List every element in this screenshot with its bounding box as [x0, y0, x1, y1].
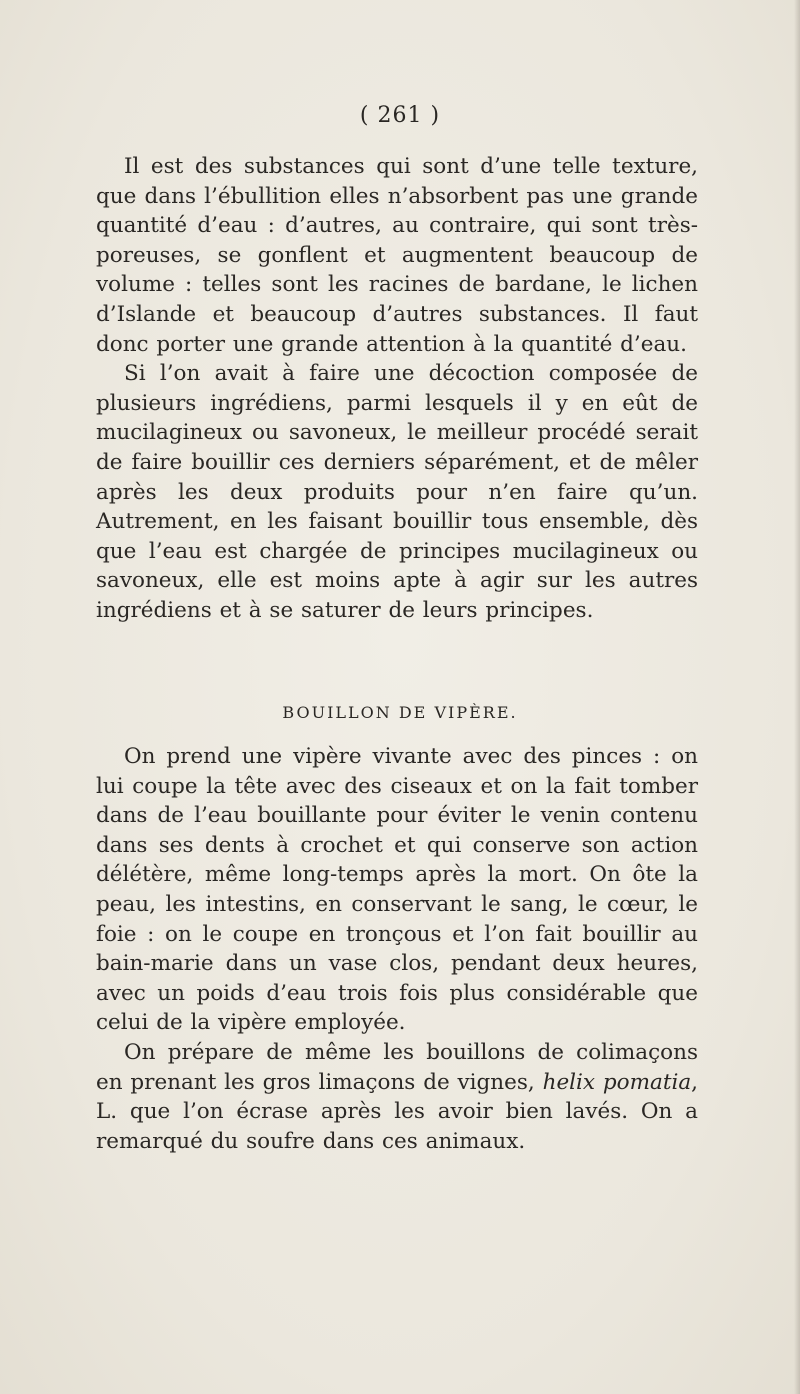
page-number: ( 261 )	[359, 103, 441, 128]
paragraph-text: On prépare de même les bouillons de colimaçons en prenant les gros limaçons de vignes,	[96, 1039, 698, 1095]
page-edge-shadow	[794, 0, 800, 1394]
species-name: helix pomatia	[542, 1069, 692, 1095]
text-block-top	[96, 152, 698, 626]
text-block-bottom	[96, 742, 698, 1156]
paragraph: Si l’on avait à faire une décoction composée de plusieurs ingrédiens, parmi lesquels il y en eût de mucilagineux ou savoneux, le meilleur procédé serait de faire bouillir ces derniers séparément, et de mêler après les deux produits pour n’en faire qu’un. Autrement, en les faisant bouillir tous ensemble, dès que l’eau est chargée de principes mucilagineux ou savoneux, elle est moins apte à agir sur les autres ingrédiens et à se saturer de leurs principes.	[96, 361, 698, 623]
paragraph: Il est des substances qui sont d’une telle texture, que dans l’ébullition elles n’absorbent pas une grande quantité d’eau : d’autres, au contraire, qui sont très-poreuses, se gonflent et augmentent beaucoup de volume : telles sont les racines de bardane, le lichen d’Islande et beaucoup d’autres substances. Il faut donc porter une grande attention à la quantité d’eau.	[96, 154, 698, 357]
paragraph: On prend une vipère vivante avec des pinces : on lui coupe la tête avec des ciseaux et on la fait tomber dans de l’eau bouillante pour éviter le venin contenu dans ses dents à crochet et qui conserve son action délétère, même long-temps après la mort. On ôte la peau, les intestins, en conservant le sang, le cœur, le foie : on le coupe en tronçous et l’on fait bouillir au bain-marie dans un vase clos, pendant deux heures, avec un poids d’eau trois fois plus considérable que celui de la vipère employée.	[96, 744, 698, 1036]
section-title: BOUILLON DE VIPÈRE.	[282, 703, 518, 722]
paragraph	[96, 1038, 698, 1156]
paragraph-text: , L. que l’on écrase après les avoir bien lavés. On a remarqué du soufre dans ces animaux.	[96, 1069, 698, 1154]
